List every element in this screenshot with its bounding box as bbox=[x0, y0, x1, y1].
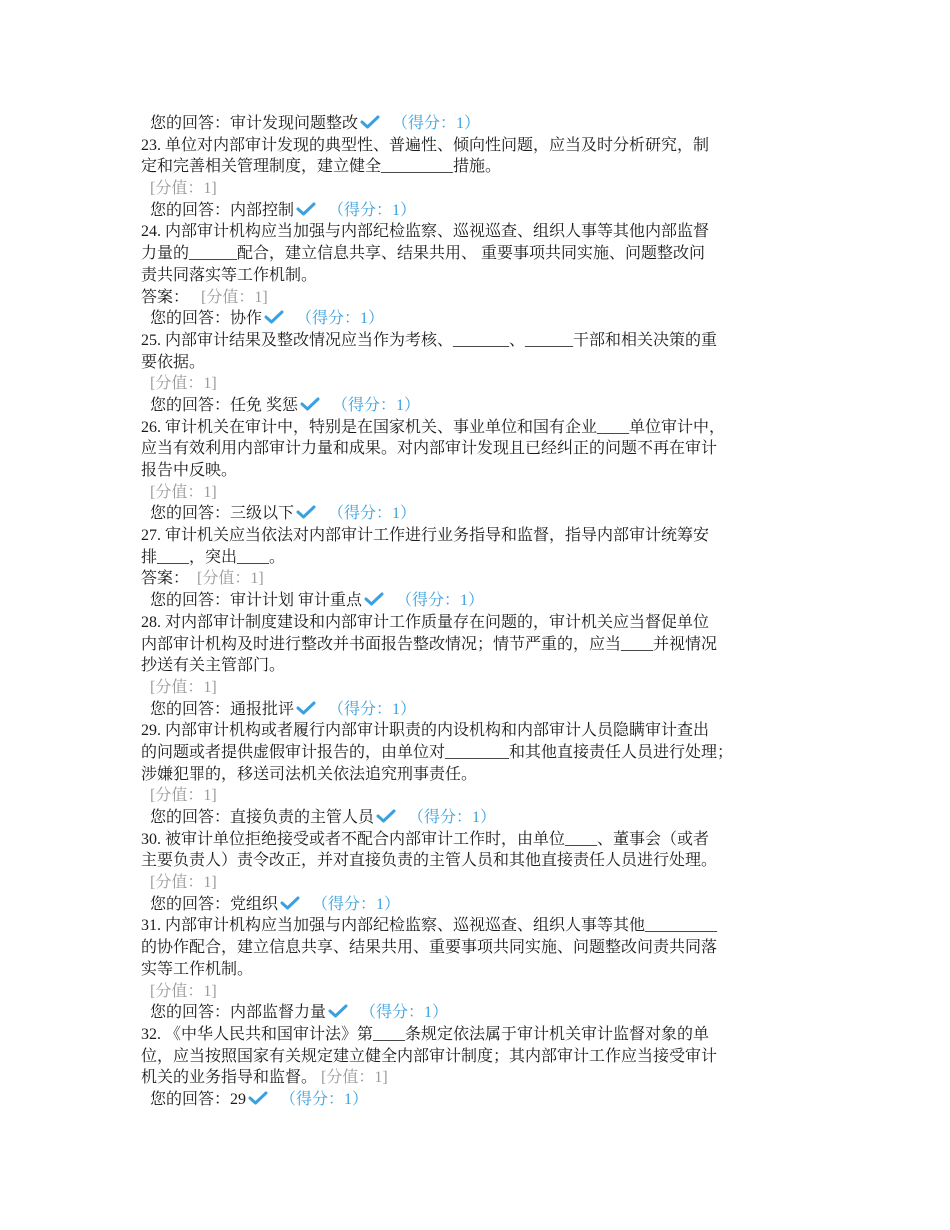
check-icon bbox=[296, 202, 316, 216]
question-text-line: 机关的业务指导和监督。 [分值：1] bbox=[141, 1069, 388, 1087]
score-text: （得分：1） bbox=[392, 115, 481, 132]
answer-line: 您的回答：内部监督力量 （得分：1） bbox=[150, 1004, 449, 1022]
answer-label: 您的回答： bbox=[150, 115, 231, 132]
score-value: [分值：1] bbox=[150, 678, 217, 696]
answer-value: 审计计划 审计重点 bbox=[230, 592, 363, 610]
check-icon bbox=[296, 701, 316, 715]
question-block bbox=[141, 720, 821, 828]
question-text-line: 23. 单位对内部审计发现的典型性、普遍性、倾向性问题，应当及时分析研究，制 bbox=[141, 136, 710, 154]
score-text: （得分：1） bbox=[360, 1004, 449, 1022]
question-text-line: 应当有效利用内部审计力量和成果。对内部审计发现且已经纠正的问题不再在审计 bbox=[141, 440, 718, 458]
answer-line: 您的回答：直接负责的主管人员 （得分：1） bbox=[150, 809, 497, 826]
answer-line: 您的回答：审计计划 审计重点 （得分：1） bbox=[150, 592, 485, 610]
answer-value: 内部控制 bbox=[230, 201, 295, 219]
check-icon bbox=[364, 592, 384, 606]
check-icon bbox=[264, 310, 284, 324]
score-text: （得分：1） bbox=[312, 895, 401, 913]
answer-value: 通报批评 bbox=[230, 700, 295, 718]
answer-line: 您的回答：协作 （得分：1） bbox=[150, 310, 385, 328]
answer-key-line: 答案： [分值：1] bbox=[141, 288, 268, 306]
score-text: （得分：1） bbox=[280, 1090, 369, 1108]
answer-line: 您的回答：任免 奖惩 （得分：1） bbox=[150, 396, 421, 414]
question-text-line: 的问题或者提供虚假审计报告的，由单位对________和其他直接责任人员进行处理； bbox=[141, 743, 734, 761]
question-text-line: 28. 对内部审计制度建设和内部审计工作质量存在问题的，审计机关应当督促单位 bbox=[141, 613, 710, 631]
question-text-line: 责共同落实等工作机制。 bbox=[141, 266, 318, 284]
answer-value: 任免 奖惩 bbox=[230, 396, 299, 414]
answer-line: 您的回答：内部控制 （得分：1） bbox=[150, 201, 417, 219]
check-icon bbox=[328, 1004, 348, 1018]
answer-value: 党组织 bbox=[230, 895, 279, 913]
score-value: [分值：1] bbox=[150, 787, 217, 805]
question-block bbox=[141, 525, 821, 612]
question-text-line: 26. 审计机关在审计中，特别是在国家机关、事业单位和国有企业____单位审计中， bbox=[141, 418, 726, 436]
question-block bbox=[141, 221, 821, 329]
score-value: [分值：1] bbox=[150, 180, 217, 198]
check-icon bbox=[376, 809, 396, 823]
answer-value: 29 bbox=[230, 1090, 247, 1108]
question-block bbox=[141, 915, 821, 1023]
question-text-line: 定和完善相关管理制度，建立健全_________措施。 bbox=[141, 158, 502, 176]
answer-value: 审计发现问题整改 bbox=[230, 115, 359, 132]
question-text-line: 25. 内部审计结果及整改情况应当作为考核、_______、______干部和相关决策的重 bbox=[141, 331, 718, 349]
question-block bbox=[141, 135, 821, 222]
question-block bbox=[141, 829, 821, 916]
score-text: （得分：1） bbox=[328, 201, 417, 219]
question-text-line: 主要负责人）责令改正，并对直接负责的主管人员和其他直接责任人员进行处理。 bbox=[141, 852, 718, 870]
score-text: （得分：1） bbox=[328, 505, 417, 523]
score-text: （得分：1） bbox=[296, 310, 385, 328]
question-text-line: 实等工作机制。 bbox=[141, 960, 254, 978]
score-text: （得分：1） bbox=[408, 809, 497, 826]
question-text-line: 力量的______配合，建立信息共享、结果共用、 重要事项共同实施、问题整改问 bbox=[141, 245, 706, 263]
check-icon bbox=[280, 896, 300, 910]
question-text-line: 27. 审计机关应当依法对内部审计工作进行业务指导和监督，指导内部审计统筹安 bbox=[141, 527, 710, 545]
answer-line: 您的回答：党组织 （得分：1） bbox=[150, 895, 401, 913]
score-value: [分值：1] bbox=[150, 375, 217, 393]
answer-key-line: 答案： [分值：1] bbox=[141, 570, 264, 588]
answer-value: 协作 bbox=[230, 310, 263, 328]
question-text-line: 排____，突出____。 bbox=[141, 548, 286, 566]
score-text: （得分：1） bbox=[332, 396, 421, 414]
answer-line: 您的回答：通报批评 （得分：1） bbox=[150, 700, 417, 718]
score-text: （得分：1） bbox=[328, 700, 417, 718]
question-text-line: 的协作配合，建立信息共享、结果共用、重要事项共同实施、问题整改问责共同落 bbox=[141, 939, 718, 957]
check-icon bbox=[296, 505, 316, 519]
answer-value: 内部监督力量 bbox=[230, 1004, 327, 1022]
question-text-line: 要依据。 bbox=[141, 353, 206, 371]
answer-line: 您的回答：三级以下 （得分：1） bbox=[150, 505, 417, 523]
question-text-line: 30. 被审计单位拒绝接受或者不配合内部审计工作时，由单位____、董事会（或者 bbox=[141, 830, 710, 848]
question-text-line: 31. 内部审计机构应当加强与内部纪检监察、巡视巡查、组织人事等其他_________ bbox=[141, 917, 718, 935]
question-text-line: 报告中反映。 bbox=[141, 462, 238, 479]
check-icon bbox=[300, 397, 320, 411]
question-text-line: 内部审计机构及时进行整改并书面报告整改情况；情节严重的，应当____并视情况 bbox=[141, 635, 718, 653]
question-block bbox=[141, 1024, 821, 1111]
question-text-line: 涉嫌犯罪的，移送司法机关依法追究刑事责任。 bbox=[141, 765, 478, 783]
check-icon bbox=[360, 115, 380, 129]
answer-value: 直接负责的主管人员 bbox=[230, 809, 375, 826]
score-value: [分值：1] bbox=[150, 874, 217, 892]
question-block bbox=[141, 330, 821, 417]
score-value: [分值：1] bbox=[150, 483, 217, 501]
question-block bbox=[141, 612, 821, 720]
score-text: （得分：1） bbox=[396, 592, 485, 610]
answer-line bbox=[141, 113, 821, 135]
answer-line: 您的回答：29 （得分：1） bbox=[150, 1090, 369, 1108]
question-text-line: 抄送有关主管部门。 bbox=[141, 657, 286, 675]
question-text-line: 位，应当按照国家有关规定建立健全内部审计制度；其内部审计工作应当接受审计 bbox=[141, 1047, 718, 1065]
question-text-line: 24. 内部审计机构应当加强与内部纪检监察、巡视巡查、组织人事等其他内部监督 bbox=[141, 223, 710, 241]
answer-value: 三级以下 bbox=[230, 505, 295, 523]
question-text-line: 32. 《中华人民共和国审计法》第____条规定依法属于审计机关审计监督对象的单 bbox=[141, 1025, 710, 1043]
question-text-line: 29. 内部审计机构或者履行内部审计职责的内设机构和内部审计人员隐瞒审计查出 bbox=[141, 722, 710, 740]
check-icon bbox=[248, 1091, 268, 1105]
score-value: [分值：1] bbox=[321, 1069, 388, 1087]
question-block bbox=[141, 417, 821, 525]
document-page bbox=[141, 113, 821, 1111]
score-value: [分值：1] bbox=[150, 982, 217, 1000]
